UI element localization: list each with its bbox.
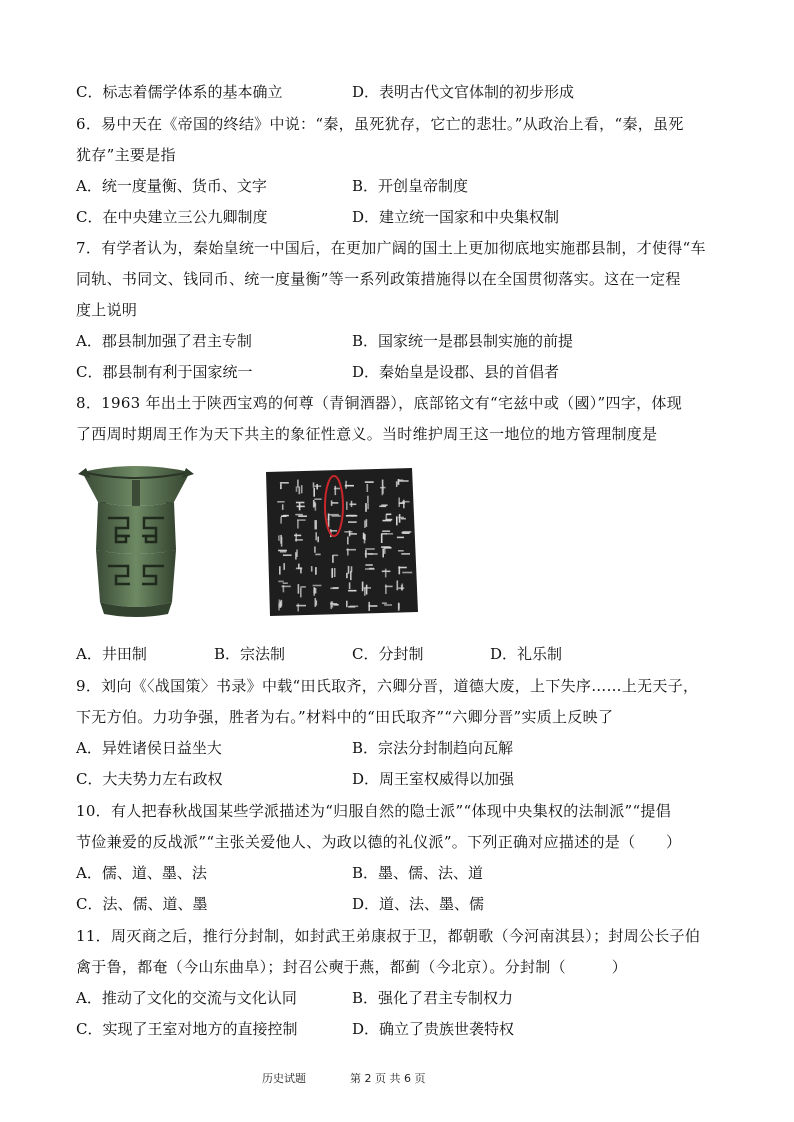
q9-stem-line1: 9．刘向《〈战国策〉书录》中载“田氏取齐，六卿分晋，道德大废，上下失序……上无天子，	[76, 677, 699, 695]
q7-option-d[interactable]: D．秦始皇是设郡、县的首倡者	[352, 363, 560, 381]
q11-option-a[interactable]: A．推动了文化的交流与文化认同	[76, 989, 297, 1007]
q9-option-d[interactable]: D．周王室权威得以加强	[352, 770, 515, 788]
q11-option-c[interactable]: C．实现了王室对地方的直接控制	[76, 1020, 298, 1038]
q10-option-a[interactable]: A．儒、道、墨、法	[76, 864, 207, 882]
q10-stem-line2: 节俭兼爱的反战派”“主张关爱他人、为政以德的礼仪派”。下列正确对应描述的是（ ）	[76, 833, 682, 851]
q8-stem-line2: 了西周时期周王作为天下共主的象征性意义。当时维护周王这一地位的地方管理制度是	[76, 425, 658, 443]
q9-option-c[interactable]: C．大夫势力左右政权	[76, 770, 223, 788]
q7-stem-line3: 度上说明	[76, 301, 138, 319]
footer-subject: 历史试题	[262, 1072, 306, 1085]
q8-option-a[interactable]: A．井田制	[76, 645, 147, 663]
q10-option-c[interactable]: C．法、儒、道、墨	[76, 895, 208, 913]
q8-stem-line1: 8．1963 年出土于陕西宝鸡的何尊（青铜酒器），底部铭文有“宅兹中或（國）”四字，体现	[76, 394, 683, 412]
q10-option-d[interactable]: D．道、法、墨、儒	[352, 895, 485, 913]
q11-stem-line1: 11．周灭商之后，推行分封制，如封武王弟康叔于卫，都朝歌（今河南淇县）；封周公长子伯	[76, 927, 701, 945]
q6-stem-line1: 6．易中天在《帝国的终结》中说：“秦，虽死犹存，它亡的悲壮。”从政治上看，“秦，虽死	[76, 115, 684, 133]
q9-option-b[interactable]: B．宗法分封制趋向瓦解	[352, 739, 514, 757]
q10-stem-line1: 10．有人把春秋战国某些学派描述为“归服自然的隐士派”“体现中央集权的法制派”“提倡	[76, 802, 672, 820]
q11-stem-line2: 禽于鲁，都奄（今山东曲阜）；封召公奭于燕，都蓟（今北京）。分封制（ ）	[76, 958, 628, 976]
q6-option-c[interactable]: C．在中央建立三公九卿制度	[76, 208, 268, 226]
q8-option-d[interactable]: D．礼乐制	[490, 645, 563, 663]
q9-stem-line2: 下无方伯。力功争强，胜者为右。”材料中的“田氏取齐”“六卿分晋”实质上反映了	[76, 708, 614, 726]
q5-option-d[interactable]: D．表明古代文官体制的初步形成	[352, 83, 575, 101]
q6-stem-line2: 犹存”主要是指	[76, 146, 176, 164]
q7-stem-line2: 同轨、书同文、钱同币、统一度量衡”等一系列政策措施得以在全国贯彻落实。这在一定程	[76, 270, 681, 288]
q7-option-c[interactable]: C．郡县制有利于国家统一	[76, 363, 253, 381]
q7-option-a[interactable]: A．郡县制加强了君主专制	[76, 332, 252, 350]
he-zun-vessel-image	[76, 462, 196, 618]
footer-page-info: 第 2 页 共 6 页	[350, 1072, 426, 1085]
q9-option-a[interactable]: A．异姓诸侯日益坐大	[76, 739, 222, 757]
q8-option-c[interactable]: C．分封制	[352, 645, 424, 663]
q11-option-b[interactable]: B．强化了君主专制权力	[352, 989, 514, 1007]
q11-option-d[interactable]: D．确立了贵族世袭特权	[352, 1020, 515, 1038]
q6-option-d[interactable]: D．建立统一国家和中央集权制	[352, 208, 560, 226]
inscription-rubbing-image	[262, 466, 420, 618]
q10-option-b[interactable]: B．墨、儒、法、道	[352, 864, 484, 882]
q5-option-c[interactable]: C．标志着儒学体系的基本确立	[76, 83, 283, 101]
q6-option-a[interactable]: A．统一度量衡、货币、文字	[76, 177, 267, 195]
q8-options	[76, 644, 636, 664]
q7-stem-line1: 7．有学者认为，秦始皇统一中国后，在更加广阔的国土上更加彻底地实施郡县制，才使得“车	[76, 239, 706, 257]
q7-option-b[interactable]: B．国家统一是郡县制实施的前提	[352, 332, 574, 350]
q8-option-b[interactable]: B．宗法制	[214, 645, 286, 663]
q6-option-b[interactable]: B．开创皇帝制度	[352, 177, 469, 195]
